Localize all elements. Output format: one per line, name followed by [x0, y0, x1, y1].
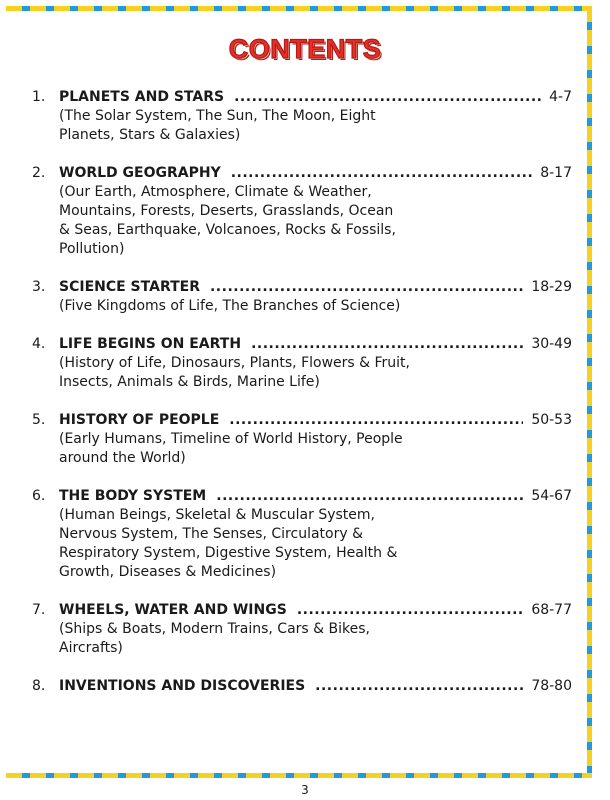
entry-heading[interactable]: WHEELS, WATER AND WINGS	[59, 602, 287, 618]
entry-number: 2.	[32, 165, 46, 181]
dot-leader	[297, 601, 524, 620]
entry-pages: 68-77	[531, 602, 572, 618]
entry-desc-line: Mountains, Forests, Deserts, Grasslands, Ocean	[59, 203, 394, 219]
entry-desc-line: Aircrafts)	[59, 640, 123, 656]
entry-heading[interactable]: INVENTIONS AND DISCOVERIES	[59, 678, 306, 694]
toc-entry[interactable]	[32, 677, 572, 696]
toc-entry[interactable]	[32, 487, 572, 582]
dot-leader	[216, 487, 523, 506]
entry-heading[interactable]: WORLD GEOGRAPHY	[59, 165, 221, 181]
border-right	[587, 6, 592, 778]
entry-pages: 78-80	[531, 678, 572, 694]
entry-heading[interactable]: PLANETS AND STARS	[59, 89, 225, 105]
dot-leader	[231, 164, 533, 183]
toc-entry-line	[32, 487, 572, 506]
toc-entry[interactable]	[32, 601, 572, 658]
entry-heading[interactable]: SCIENCE STARTER	[59, 279, 200, 295]
entry-desc-line: Growth, Diseases & Medicines)	[59, 564, 277, 580]
entry-desc-line: Nervous System, The Senses, Circulatory &	[59, 526, 363, 542]
entry-number: 8.	[32, 678, 46, 694]
toc-entry-line	[32, 164, 572, 183]
toc-entry-line	[32, 601, 572, 620]
dot-leader	[229, 411, 523, 430]
page-number: 3	[301, 783, 309, 797]
entry-pages: 8-17	[540, 165, 572, 181]
dot-leader	[210, 278, 523, 297]
entry-desc-line: Planets, Stars & Galaxies)	[59, 127, 241, 143]
toc-entry[interactable]	[32, 335, 572, 392]
dot-leader	[234, 88, 541, 107]
entry-number: 3.	[32, 279, 46, 295]
entry-number: 6.	[32, 488, 46, 504]
toc-entry[interactable]	[32, 278, 572, 316]
entry-number: 7.	[32, 602, 46, 618]
entry-number: 5.	[32, 412, 46, 428]
dot-leader	[251, 335, 523, 354]
toc-entry-line	[32, 677, 572, 696]
toc-entry-line	[32, 411, 572, 430]
entry-desc-line: (Ships & Boats, Modern Trains, Cars & Bikes,	[59, 621, 370, 637]
entry-number: 1.	[32, 89, 46, 105]
entry-desc-line: (Human Beings, Skeletal & Muscular System,	[59, 507, 375, 523]
entry-heading[interactable]: LIFE BEGINS ON EARTH	[59, 336, 242, 352]
entry-pages: 4-7	[549, 89, 572, 105]
toc-entry[interactable]	[32, 88, 572, 145]
page-title: CONTENTS	[228, 34, 382, 64]
entry-pages: 18-29	[531, 279, 572, 295]
entry-desc-line: Respiratory System, Digestive System, Health &	[59, 545, 398, 561]
entry-number: 4.	[32, 336, 46, 352]
entry-desc-line: (The Solar System, The Sun, The Moon, Eight	[59, 108, 376, 124]
entry-desc-line: (Five Kingdoms of Life, The Branches of Science)	[59, 298, 401, 314]
toc-entry[interactable]	[32, 164, 572, 259]
entry-desc-line: (Our Earth, Atmosphere, Climate & Weather,	[59, 184, 372, 200]
toc-entry-line	[32, 278, 572, 297]
entry-desc-line: & Seas, Earthquake, Volcanoes, Rocks & Fossils,	[59, 222, 396, 238]
toc-entry-line	[32, 88, 572, 107]
entry-pages: 30-49	[531, 336, 572, 352]
entry-desc-line: (Early Humans, Timeline of World History, People	[59, 431, 403, 447]
border-bottom	[6, 773, 592, 778]
entry-pages: 50-53	[531, 412, 572, 428]
entry-desc-line: (History of Life, Dinosaurs, Plants, Flowers & Fruit,	[59, 355, 410, 371]
dot-leader	[315, 677, 523, 696]
toc-entry[interactable]	[32, 411, 572, 468]
entry-desc-line: Insects, Animals & Birds, Marine Life)	[59, 374, 320, 390]
entry-heading[interactable]: HISTORY OF PEOPLE	[59, 412, 220, 428]
table-of-contents	[32, 88, 572, 715]
toc-entry-line	[32, 335, 572, 354]
entry-desc-line: Pollution)	[59, 241, 125, 257]
border-top	[6, 6, 592, 11]
entry-pages: 54-67	[531, 488, 572, 504]
entry-heading[interactable]: THE BODY SYSTEM	[59, 488, 207, 504]
entry-desc-line: around the World)	[59, 450, 186, 466]
